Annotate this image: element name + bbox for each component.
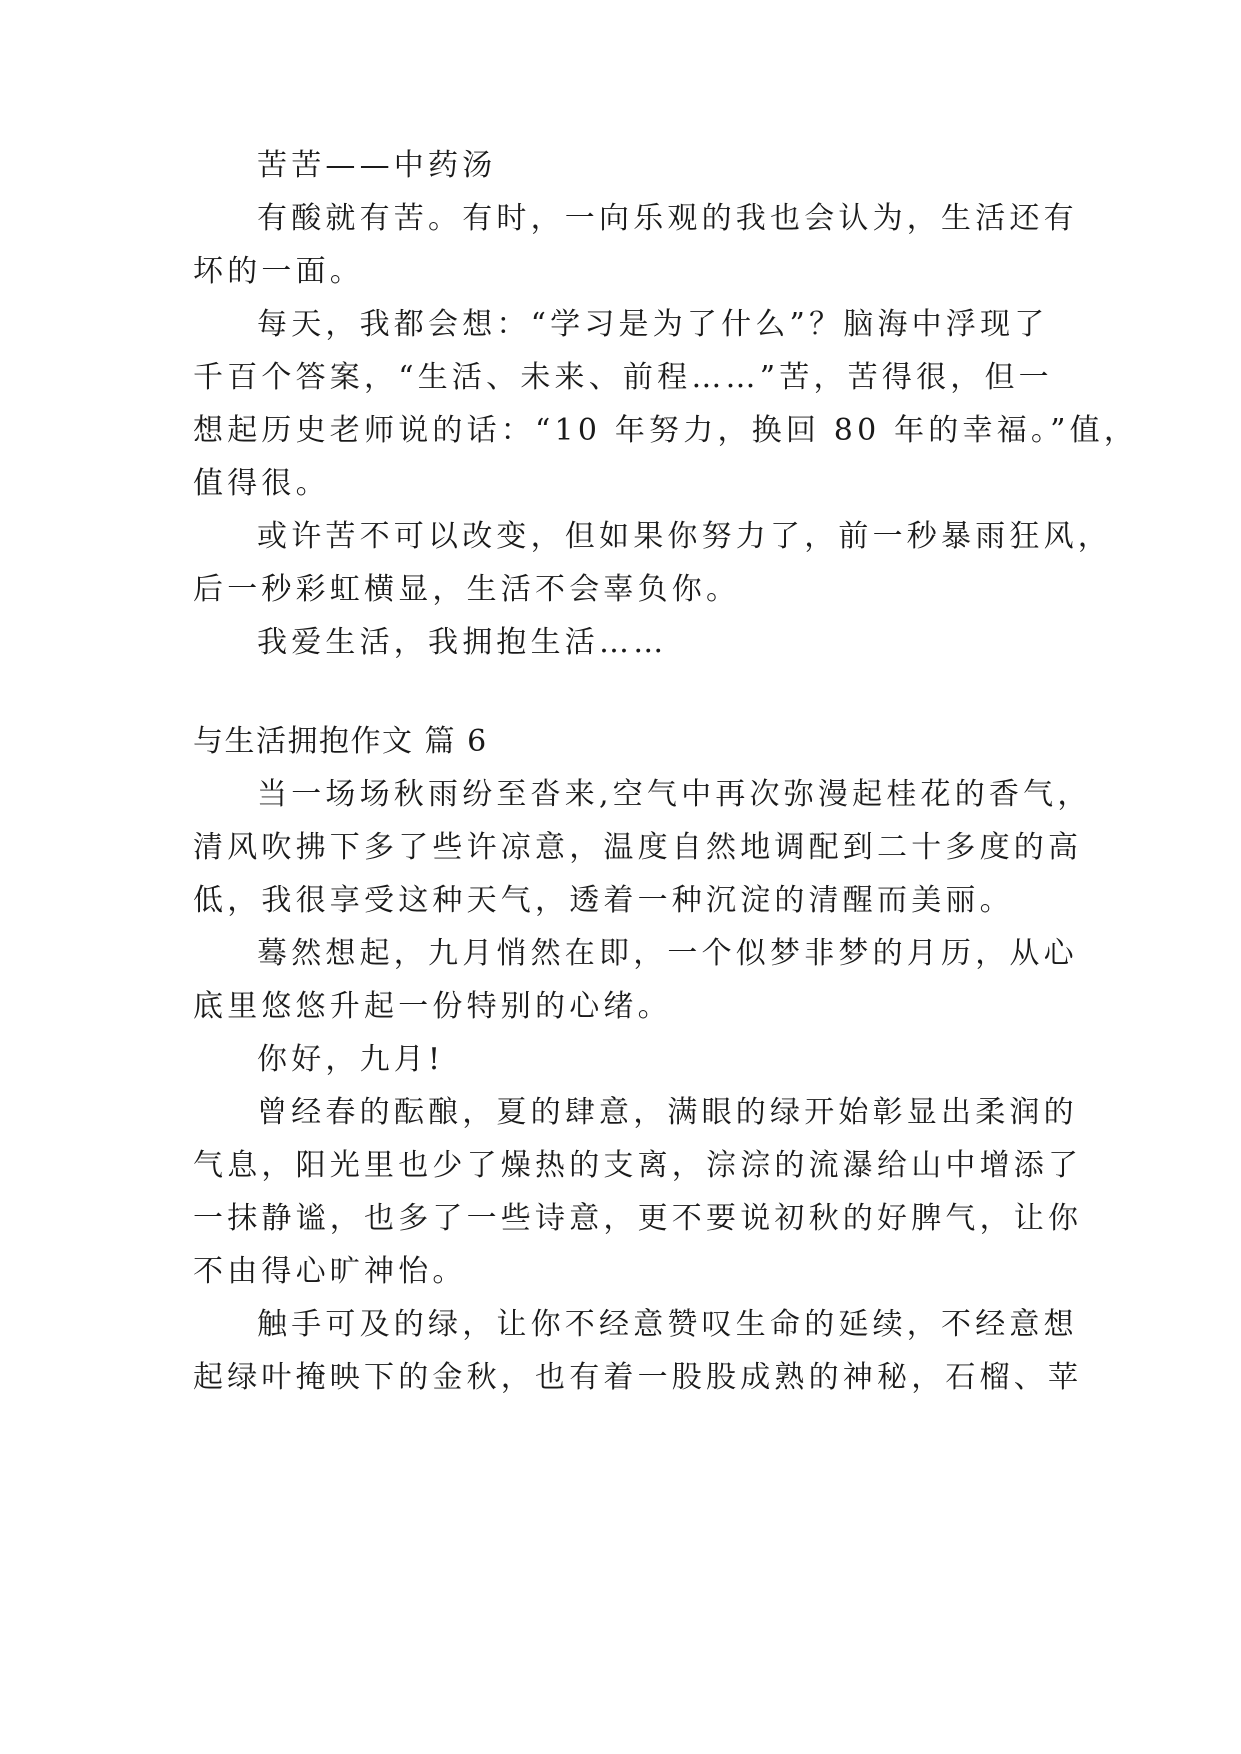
- paragraph-line: 后一秒彩虹横显，生活不会辜负你。: [193, 572, 741, 607]
- paragraph-line: 一抹静谧，也多了一些诗意，更不要说初秋的好脾气，让你: [193, 1201, 1083, 1236]
- paragraph-line: 起绿叶掩映下的金秋，也有着一股股成熟的神秘，石榴、苹: [193, 1360, 1083, 1395]
- paragraph-line: 曾经春的酝酿，夏的肆意，满眼的绿开始彰显出柔润的: [257, 1095, 1078, 1130]
- paragraph-line: 底里悠悠升起一份特别的心绪。: [193, 989, 672, 1024]
- paragraph-line: 清风吹拂下多了些许凉意，温度自然地调配到二十多度的高: [193, 830, 1083, 865]
- paragraph-line: 我爱生活，我拥抱生活……: [257, 625, 668, 660]
- paragraph-line: 有酸就有苦。有时，一向乐观的我也会认为，生活还有: [257, 201, 1078, 236]
- paragraph-line: 千百个答案，“生活、未来、前程……”苦，苦得很，但一: [193, 360, 1053, 395]
- subtitle-bitter-herbal-soup: 苦苦——中药汤: [257, 148, 497, 183]
- paragraph-line: 气息，阳光里也少了燥热的支离，淙淙的流瀑给山中增添了: [193, 1148, 1083, 1183]
- paragraph-line: 蓦然想起，九月悄然在即，一个似梦非梦的月历，从心: [257, 936, 1078, 971]
- paragraph-line: 不由得心旷神怡。: [193, 1254, 467, 1289]
- paragraph-line: 每天，我都会想：“学习是为了什么”？脑海中浮现了: [257, 307, 1049, 342]
- paragraph-line: 或许苦不可以改变，但如果你努力了，前一秒暴雨狂风，: [257, 519, 1112, 554]
- paragraph-line: 想起历史老师说的话：“10 年努力，换回 80 年的幸福。”值，: [193, 413, 1139, 448]
- paragraph-line: 触手可及的绿，让你不经意赞叹生命的延续，不经意想: [257, 1307, 1078, 1342]
- section-heading: 与生活拥抱作文 篇 6: [193, 724, 488, 759]
- paragraph-line: 低，我很享受这种天气，透着一种沉淀的清醒而美丽。: [193, 883, 1014, 918]
- paragraph-line: 你好，九月!: [257, 1042, 445, 1077]
- paragraph-line: 当一场场秋雨纷至沓来,空气中再次弥漫起桂花的香气，: [257, 777, 1092, 812]
- paragraph-line: 坏的一面。: [193, 254, 364, 289]
- paragraph-line: 值得很。: [193, 466, 330, 501]
